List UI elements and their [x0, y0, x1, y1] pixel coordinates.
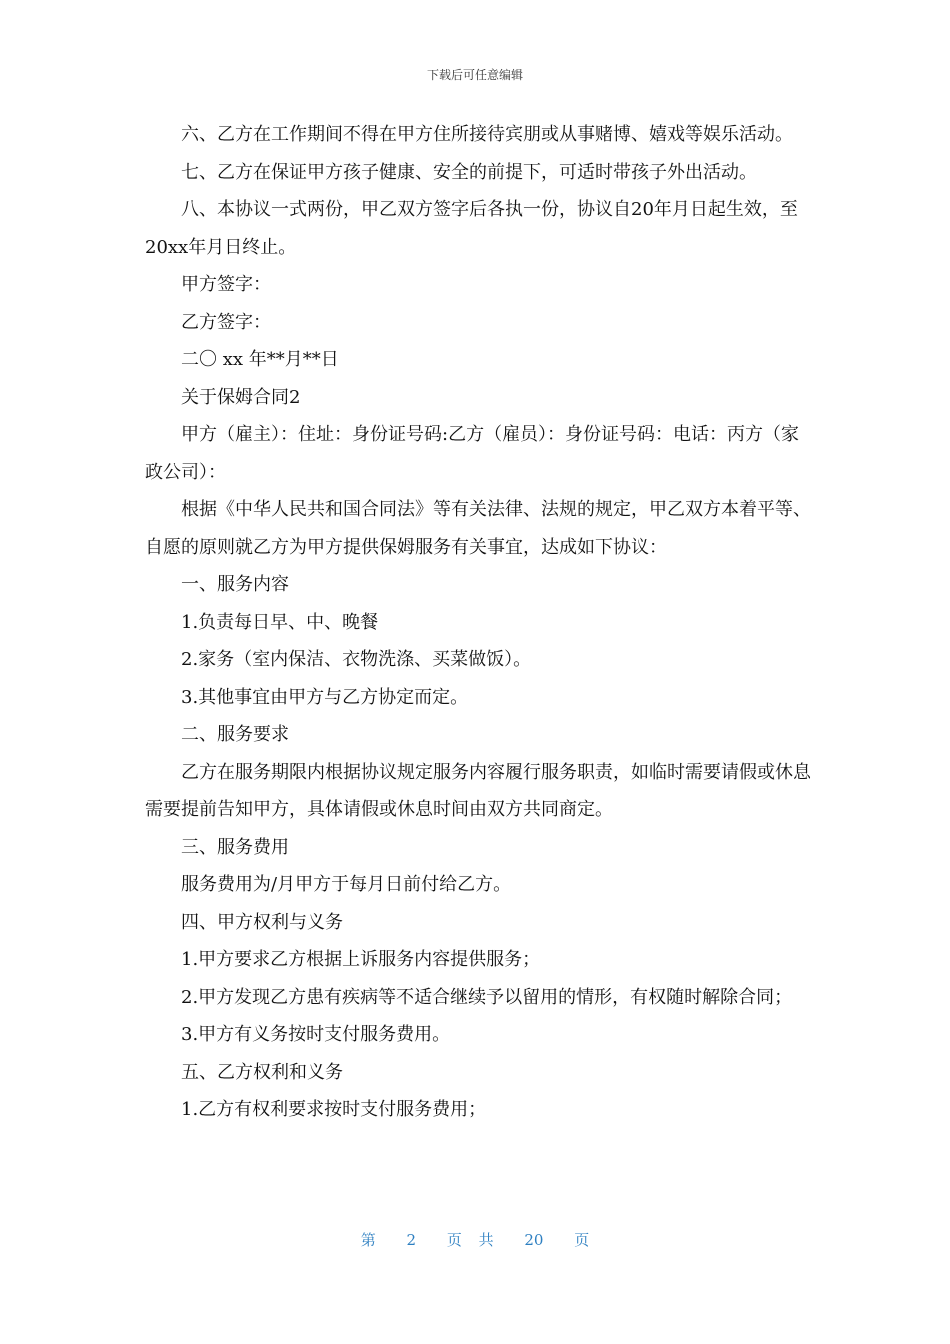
paragraph: 服务费用为/月甲方于每月日前付给乙方。	[181, 874, 512, 895]
section-title: 关于保姆合同2	[181, 386, 301, 408]
paragraph: 根据《中华人民共和国合同法》等有关法律、法规的规定，甲乙双方本着平等、自愿的原则就乙方为甲方提供保姆服务有关事宜，达成如下协议：	[145, 499, 811, 558]
paragraph: 甲方（雇主）：住址：身份证号码:乙方（雇员）：身份证号码：电话：丙方（家政公司）：	[145, 424, 800, 483]
clause-heading: 五、乙方权利和义务	[181, 1061, 343, 1083]
list-item: 1.乙方有权利要求按时支付服务费用；	[181, 1099, 487, 1120]
footer-prefix: 第	[360, 1231, 376, 1249]
list-item: 3.甲方有义务按时支付服务费用。	[181, 1024, 451, 1045]
paragraph: 乙方在服务期限内根据协议规定服务内容履行服务职责，如临时需要请假或休息需要提前告知甲方，具体请假或休息时间由双方共同商定。	[145, 761, 811, 820]
page-header: 下载后可任意编辑	[426, 68, 523, 82]
document-body	[145, 116, 815, 1129]
list-item: 1.甲方要求乙方根据上诉服务内容提供服务；	[181, 949, 541, 970]
clause-heading: 一、服务内容	[181, 574, 289, 595]
list-item: 3.其他事宜由甲方与乙方协定而定。	[181, 686, 469, 708]
party-b-signature: 乙方签字：	[181, 311, 271, 333]
paragraph: 七、乙方在保证甲方孩子健康、安全的前提下，可适时带孩子外出活动。	[181, 161, 757, 183]
paragraph: 六、乙方在工作期间不得在甲方住所接待宾朋或从事赌博、嬉戏等娱乐活动。	[181, 124, 793, 145]
clause-heading: 二、服务要求	[181, 724, 289, 745]
footer-total-pages: 20	[524, 1231, 544, 1249]
list-item: 2.甲方发现乙方患有疾病等不适合继续予以留用的情形，有权随时解除合同；	[181, 986, 793, 1008]
clause-heading: 四、甲方权利与义务	[181, 911, 343, 933]
clause-heading: 三、服务费用	[181, 836, 289, 858]
party-a-signature: 甲方签字：	[181, 274, 271, 295]
list-item: 2.家务（室内保洁、衣物洗涤、买菜做饭）。	[181, 649, 532, 670]
list-item: 1.负责每日早、中、晚餐	[181, 611, 379, 633]
footer-page-number: 2	[406, 1231, 417, 1249]
footer-suffix: 页	[574, 1231, 590, 1249]
signature-date: 二〇 xx 年**月**日	[181, 349, 339, 370]
page-footer	[0, 1229, 950, 1250]
footer-middle: 页 共	[446, 1231, 494, 1249]
paragraph: 八、本协议一式两份，甲乙双方签字后各执一份，协议自20年月日起生效，至20xx年月日终止。	[145, 199, 798, 258]
